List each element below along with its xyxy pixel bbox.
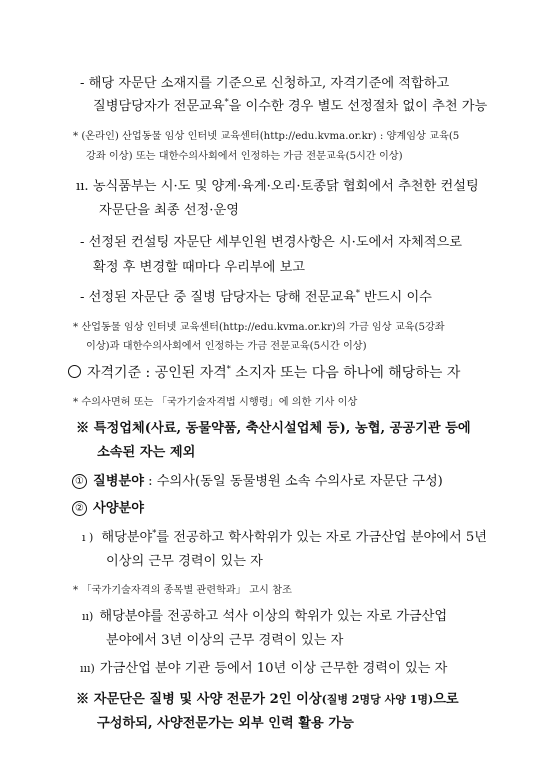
roman-item-line: 분야에서 3년 이상의 근무 경력이 있는 자 bbox=[106, 633, 344, 648]
special-note-line: ※ 특정업체(사료, 동물약품, 축산시설업체 등), 농협, 공공기관 등에 bbox=[76, 421, 471, 436]
paragraph-line: 자문단을 최종 선정·운영 bbox=[99, 203, 239, 218]
footnote-line: * 수의사면허 또는 「국가기술자격법 시행령」에 의한 기사 이상 bbox=[73, 397, 358, 408]
paragraph-line: 질병담당자가 전문교육*을 이수한 경우 별도 선정절차 없이 추천 가능 bbox=[93, 97, 488, 114]
roman-item-line: 이상의 근무 경력이 있는 자 bbox=[106, 554, 263, 569]
footnote-marker: * bbox=[226, 364, 231, 374]
paragraph-line: 확정 후 변경할 때마다 우리부에 보고 bbox=[93, 260, 306, 275]
footnote-line: * 산업동물 임상 인터넷 교육센터(http://edu.kvma.or.kr)의 가금 임상 교육(5강좌 bbox=[73, 322, 445, 333]
circled-number-one: ① bbox=[72, 474, 87, 489]
section-heading: 자격기준 : 공인된 자격* 소지자 또는 다음 하나에 해당하는 자 bbox=[68, 363, 460, 383]
category-line: ② 사양분야 bbox=[72, 499, 144, 519]
footnote-line: 이상)과 대한수의사회에서 인정하는 가금 전문교육(5시간 이상) bbox=[86, 341, 367, 352]
roman-item-line: ııı) 가금산업 분야 기관 등에서 10년 이상 근무한 경력이 있는 자 bbox=[80, 661, 448, 676]
special-note-line: ※ 자문단은 질병 및 사양 전문가 2인 이상(질병 2명당 사양 1명)으로 bbox=[76, 692, 459, 707]
special-note-line: 소속된 자는 제외 bbox=[97, 445, 196, 460]
category-line: ① 질병분야 : 수의사(동일 동물병원 소속 수의사로 자문단 구성) bbox=[72, 472, 443, 492]
footnote-marker: * bbox=[224, 97, 229, 107]
footnote-line: * (온라인) 산업동물 임상 인터넷 교육센터(http://edu.kvma.or.kr) : 양계임상 교육(5 bbox=[73, 131, 460, 142]
paragraph-line: - 선정된 컨설팅 자문단 세부인원 변경사항은 시·도에서 자체적으로 bbox=[80, 235, 462, 250]
hollow-circle-bullet-icon bbox=[68, 365, 81, 378]
roman-item-line: ıı) 해당분야를 전공하고 석사 이상의 학위가 있는 자로 가금산업 bbox=[82, 609, 448, 624]
footnote-line: 강좌 이상) 또는 대한수의사회에서 인정하는 가금 전문교육(5시간 이상) bbox=[86, 151, 403, 162]
paragraph-line: - 해당 자문단 소재지를 기준으로 신청하고, 자격기준에 적합하고 bbox=[80, 76, 450, 91]
footnote-marker: * bbox=[355, 288, 360, 298]
circled-number-two: ② bbox=[72, 501, 87, 516]
paragraph-line: - 선정된 자문단 중 질병 담당자는 당해 전문교육* 반드시 이수 bbox=[80, 288, 432, 305]
paragraph-line: ıı. 농식품부는 시·도 및 양계·육계·오리·토종닭 협회에서 추천한 컨설팅 bbox=[76, 179, 479, 194]
special-note-line: 구성하되, 사양전문가는 외부 인력 활용 가능 bbox=[97, 716, 354, 731]
footnote-marker: * bbox=[152, 528, 157, 538]
roman-item-line: ı ) 해당분야*를 전공하고 학사학위가 있는 자로 가금산업 분야에서 5년 bbox=[82, 528, 488, 545]
footnote-line: * 「국가기술자격의 종목별 관련학과」 고시 참조 bbox=[73, 585, 292, 596]
